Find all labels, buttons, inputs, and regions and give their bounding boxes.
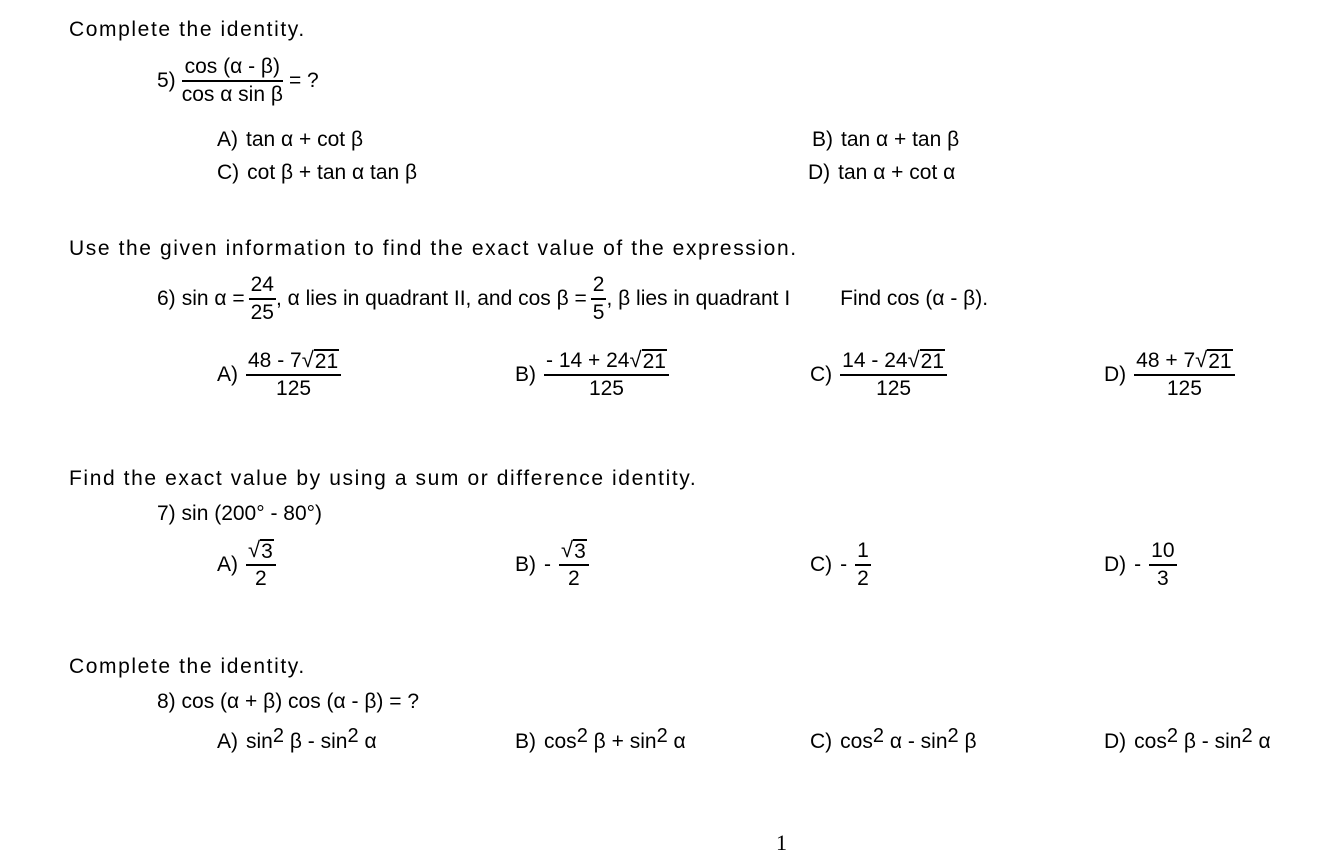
option-expression: [544, 725, 686, 754]
q6-option-b[interactable]: [515, 348, 669, 402]
exponent: 2: [272, 725, 284, 747]
option-label: A): [217, 553, 238, 576]
sqrt-icon: √ 3: [561, 537, 586, 563]
q5-fraction: [182, 54, 283, 108]
option-numerator: [840, 348, 947, 376]
operator: +: [611, 730, 624, 753]
option-text: cot β + tan α tan β: [247, 161, 418, 184]
q8-option-a[interactable]: [217, 725, 377, 754]
option-expression: [1134, 725, 1271, 754]
option-denominator: 125: [588, 377, 624, 400]
option-numerator: [1134, 348, 1234, 376]
option-label: C): [810, 553, 833, 576]
q6-find: Find cos (α - β).: [840, 287, 989, 310]
option-label: A): [217, 363, 238, 386]
option-numerator: [544, 348, 669, 376]
sqrt-icon: √ 21: [629, 347, 666, 373]
option-label: B): [812, 128, 833, 151]
term-func: sin: [1214, 730, 1242, 753]
operator: -: [907, 730, 915, 753]
radicand: 21: [1208, 350, 1232, 373]
q6-cos-fraction: [591, 272, 607, 326]
option-text: tan α + tan β: [841, 128, 960, 151]
q5-numerator: cos (α - β): [182, 54, 283, 82]
q7-option-d[interactable]: [1104, 538, 1177, 592]
term-var: α: [364, 730, 377, 753]
option-denominator: 3: [1157, 567, 1169, 590]
option-numerator: [246, 348, 341, 376]
exponent: 2: [947, 725, 959, 747]
q6-cos-denominator: 5: [592, 301, 605, 324]
option-label: B): [515, 553, 536, 576]
option-sign: -: [1134, 553, 1142, 576]
q5-option-d[interactable]: [808, 161, 955, 185]
q7-option-b[interactable]: [515, 538, 589, 592]
numerator-prefix: 48 - 7: [248, 349, 302, 372]
question-number: 5): [157, 69, 176, 92]
term-func: cos: [1134, 730, 1167, 753]
option-label: C): [810, 363, 833, 386]
radicand: 3: [261, 540, 273, 563]
page-number: 1: [776, 830, 787, 855]
option-label: D): [1104, 553, 1127, 576]
exponent: 2: [872, 725, 884, 747]
q6-sin-numerator: 24: [249, 272, 276, 300]
q8-option-b[interactable]: [515, 725, 686, 754]
exponent: 2: [347, 725, 359, 747]
term-var: β: [289, 730, 302, 753]
option-label: D): [1104, 730, 1127, 753]
option-label: D): [808, 161, 831, 184]
term-var: β: [593, 730, 606, 753]
q7-expression: sin (200° - 80°): [181, 502, 323, 525]
question-number: 8): [157, 690, 176, 713]
q6-option-c[interactable]: [810, 348, 947, 402]
radicand: 21: [314, 350, 339, 373]
option-denominator: 2: [568, 567, 580, 590]
question-number: 7): [157, 502, 176, 525]
exponent: 2: [1166, 725, 1178, 747]
question-7: [157, 502, 322, 526]
exponent: 2: [656, 725, 668, 747]
option-label: D): [1104, 363, 1127, 386]
q8-option-d[interactable]: [1104, 725, 1271, 754]
exponent: 2: [1241, 725, 1253, 747]
question-number: 6): [157, 287, 176, 310]
radicand: 21: [920, 350, 944, 373]
sqrt-icon: √ 3: [248, 537, 273, 563]
q5-option-c[interactable]: [217, 161, 417, 185]
q5-option-a[interactable]: [217, 128, 363, 152]
term-func: sin: [320, 730, 348, 753]
sqrt-icon: √ 21: [1195, 347, 1232, 373]
q5-option-b[interactable]: [812, 128, 959, 152]
question-5: [157, 54, 319, 108]
term-var: α: [673, 730, 686, 753]
exponent: 2: [576, 725, 588, 747]
section-heading-3: Find the exact value by using a sum or difference identity.: [69, 467, 698, 490]
numerator-prefix: - 14 + 24: [546, 349, 630, 372]
q6-tail: , β lies in quadrant I: [606, 287, 791, 310]
term-var: α: [1258, 730, 1271, 753]
option-label: B): [515, 730, 536, 753]
option-sign: -: [840, 553, 848, 576]
q6-sin-denominator: 25: [250, 301, 274, 324]
option-fraction: [1149, 538, 1176, 592]
option-label: B): [515, 363, 536, 386]
option-denominator: 2: [857, 567, 869, 590]
operator: -: [307, 730, 315, 753]
q6-cos-numerator: 2: [591, 272, 607, 300]
term-var: β: [1183, 730, 1196, 753]
sqrt-icon: √ 21: [907, 347, 944, 373]
option-label: C): [217, 161, 240, 184]
section-heading-4: Complete the identity.: [69, 655, 306, 678]
option-denominator: 125: [276, 377, 312, 400]
option-fraction: [840, 348, 947, 402]
option-denominator: 2: [255, 567, 267, 590]
option-numerator: 10: [1149, 538, 1176, 566]
term-func: sin: [246, 730, 273, 753]
q5-rhs: = ?: [288, 69, 319, 92]
option-sign: -: [544, 553, 551, 576]
term-var: β: [964, 730, 977, 753]
term-func: sin: [920, 730, 948, 753]
q6-option-d[interactable]: [1104, 348, 1235, 402]
option-label: A): [217, 128, 238, 151]
option-denominator: 125: [876, 377, 912, 400]
q7-option-a[interactable]: [217, 538, 276, 592]
q5-denominator: cos α sin β: [181, 83, 283, 106]
option-label: A): [217, 730, 238, 753]
option-fraction: [544, 348, 669, 402]
option-numerator: 1: [855, 538, 871, 566]
q6-mid: , α lies in quadrant II, and cos β =: [275, 287, 587, 310]
term-func: cos: [840, 730, 873, 753]
option-fraction: [246, 538, 276, 592]
radicand: 3: [574, 540, 586, 563]
section-heading-2: Use the given information to find the exact value of the expression.: [69, 237, 798, 260]
term-func: sin: [629, 730, 657, 753]
term-func: cos: [544, 730, 577, 753]
radicand: 21: [642, 350, 666, 373]
sqrt-icon: √ 21: [301, 347, 339, 373]
term-var: α: [889, 730, 902, 753]
numerator-prefix: 14 - 24: [842, 349, 908, 372]
question-6: [157, 272, 988, 326]
q6-option-a[interactable]: [217, 348, 341, 402]
option-fraction: [559, 538, 589, 592]
section-heading-1: Complete the identity.: [69, 18, 306, 41]
operator: -: [1201, 730, 1209, 753]
option-fraction: [855, 538, 871, 592]
option-expression: [840, 725, 977, 754]
option-expression: [246, 725, 377, 754]
option-numerator: [559, 538, 589, 566]
q8-expression: cos (α + β) cos (α - β) = ?: [181, 690, 420, 713]
option-numerator: [246, 538, 276, 566]
option-denominator: 125: [1166, 377, 1202, 400]
option-label: C): [810, 730, 833, 753]
q6-sin-fraction: [249, 272, 276, 326]
q7-option-c[interactable]: [810, 538, 871, 592]
option-fraction: [246, 348, 341, 402]
option-fraction: [1134, 348, 1234, 402]
option-text: tan α + cot α: [838, 161, 956, 184]
q8-option-c[interactable]: [810, 725, 977, 754]
option-text: tan α + cot β: [246, 128, 364, 151]
q6-sin-part: sin α =: [181, 287, 245, 310]
numerator-prefix: 48 + 7: [1136, 349, 1196, 372]
question-8: [157, 690, 419, 714]
